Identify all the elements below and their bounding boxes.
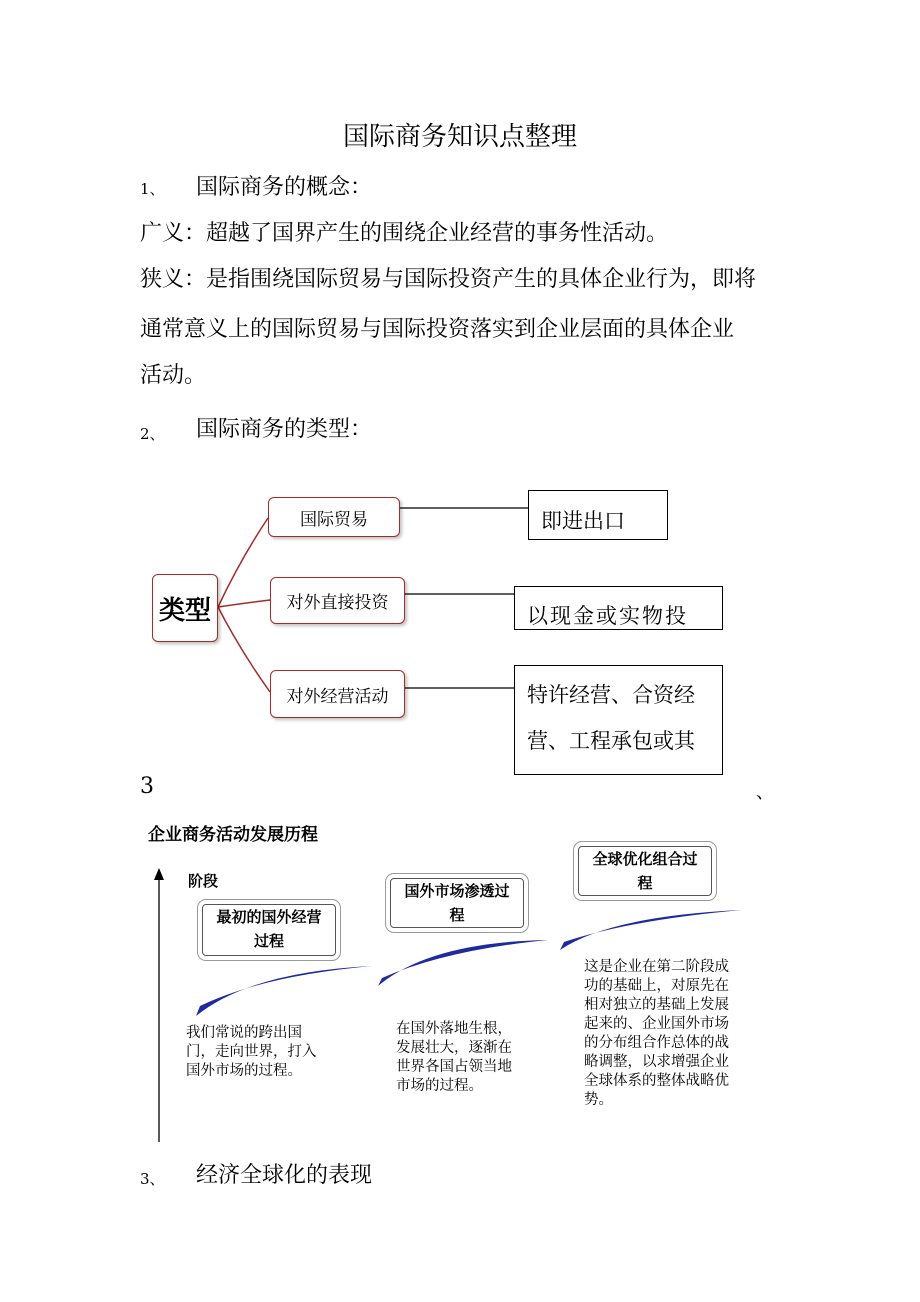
stage-1-description bbox=[186, 1024, 317, 1081]
narrow-definition-line-3: 活动。 bbox=[140, 363, 207, 388]
stage-1-label-line-2: 过程 bbox=[253, 932, 284, 950]
stage-3-label-line-1: 全球优化组合过 bbox=[592, 850, 698, 868]
stage-axis-label: 阶段 bbox=[188, 872, 219, 890]
stage-1-label-line-1: 最初的国外经营 bbox=[216, 908, 322, 926]
desc-ops-line-2: 营、工程承包或其 bbox=[527, 729, 695, 753]
stage-1-desc-line-3: 国外市场的过程。 bbox=[186, 1063, 302, 1079]
stage-1-desc-line-1: 我们常说的跨出国 bbox=[186, 1025, 302, 1041]
stage-2-desc-line-1: 在国外落地生根， bbox=[396, 1021, 512, 1037]
stage-axis-arrowhead bbox=[154, 868, 164, 880]
stage-1-curve bbox=[196, 966, 372, 1016]
broad-definition: 广义：超越了国界产生的围绕企业经营的事务性活动。 bbox=[140, 221, 669, 246]
stage-3-description bbox=[584, 958, 729, 1110]
desc-trade-line-1: 即进出口 bbox=[541, 509, 625, 533]
stage-2-label-scroll bbox=[390, 878, 524, 928]
section-3-number: 3、 bbox=[140, 1170, 165, 1188]
branch-international-trade: 国际贸易 bbox=[268, 497, 400, 537]
section-1-heading: 国际商务的概念： bbox=[196, 175, 373, 200]
stage-3-desc-line-2: 功的基础上，对原先在 bbox=[584, 978, 729, 994]
stage-2-label-line-1: 国外市场渗透过 bbox=[404, 882, 510, 900]
narrow-definition-line-1: 狭义：是指围绕国际贸易与国际投资产生的具体企业行为，即将 bbox=[140, 267, 757, 292]
stage-2-desc-line-2: 发展壮大，逐渐在 bbox=[396, 1040, 512, 1056]
section-2-heading: 国际商务的类型： bbox=[196, 417, 373, 442]
stage-3-label-line-2: 程 bbox=[637, 874, 653, 892]
stage-2-curve bbox=[378, 940, 548, 986]
page-title: 国际商务知识点整理 bbox=[342, 122, 577, 152]
types-root-node: 类型 bbox=[152, 574, 218, 642]
narrow-definition-line-2: 通常意义上的国际贸易与国际投资落实到企业层面的具体企业 bbox=[140, 317, 735, 342]
stage-2-desc-line-3: 世界各国占领当地 bbox=[396, 1059, 512, 1075]
stage-3-desc-line-1: 这是企业在第二阶段成 bbox=[584, 959, 729, 975]
stage-3-curve bbox=[560, 910, 742, 950]
stage-3-desc-line-4: 起来的、企业国外市场 bbox=[584, 1016, 729, 1032]
stage-2-description bbox=[396, 1020, 512, 1096]
branch-foreign-operations: 对外经营活动 bbox=[270, 670, 405, 718]
section-2-number: 2、 bbox=[140, 425, 165, 443]
stage-3-desc-line-6: 略调整，以求增强企业 bbox=[584, 1054, 729, 1070]
section-1-number: 1、 bbox=[140, 180, 165, 198]
stray-enumeration-comma: 、 bbox=[756, 782, 774, 803]
history-title: 企业商务活动发展历程 bbox=[148, 825, 318, 845]
desc-fdi-line-1: 以现金或实物投 bbox=[527, 604, 688, 628]
stage-1-desc-line-2: 门，走向世界，打入 bbox=[186, 1044, 317, 1060]
stage-2-desc-line-4: 市场的过程。 bbox=[396, 1078, 483, 1094]
desc-ops-line-1: 特许经营、合资经 bbox=[527, 683, 695, 707]
stage-3-label-scroll bbox=[578, 846, 712, 896]
stage-3-desc-line-3: 相对独立的基础上发展 bbox=[584, 997, 729, 1013]
stage-3-desc-line-8: 势。 bbox=[584, 1092, 613, 1108]
branch-fdi: 对外直接投资 bbox=[270, 577, 405, 624]
stage-3-desc-line-7: 全球体系的整体战略优 bbox=[584, 1073, 729, 1089]
stage-2-label-line-2: 程 bbox=[449, 906, 465, 924]
stage-3-desc-line-5: 的分布组合作总体的战 bbox=[584, 1035, 729, 1051]
stage-1-label-scroll bbox=[202, 904, 336, 956]
stray-number-3: 3 bbox=[140, 774, 154, 799]
section-3-heading: 经济全球化的表现 bbox=[196, 1163, 373, 1188]
